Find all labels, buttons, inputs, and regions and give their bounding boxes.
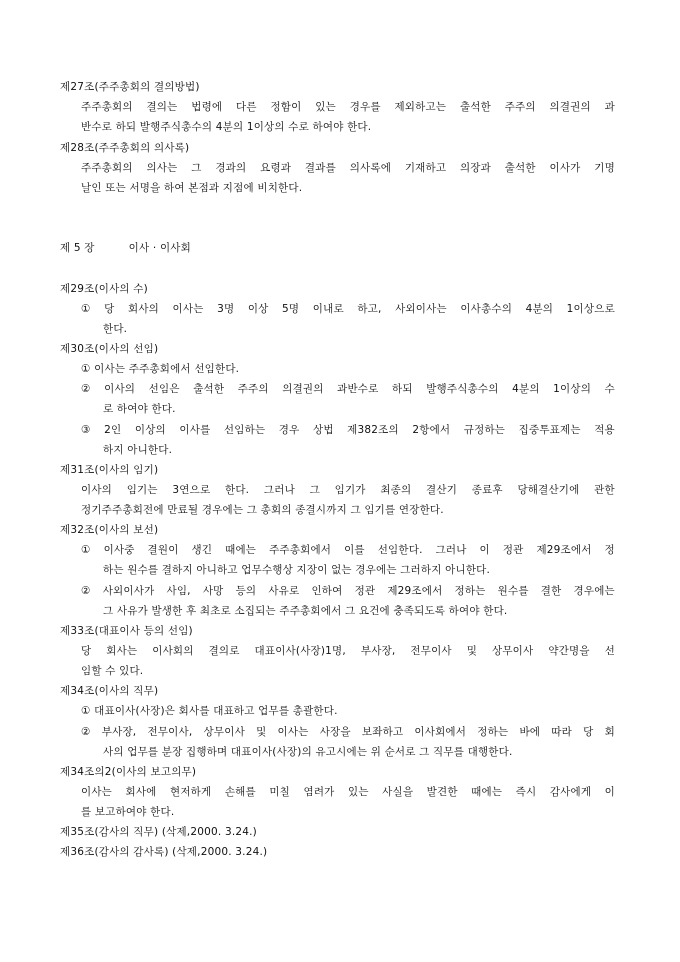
word: 경과의 [215, 162, 247, 174]
word: 그러나 [435, 544, 467, 556]
word: 정하는 [477, 726, 509, 738]
word: 인하여 [311, 585, 343, 597]
article-33-body-line-1 [81, 644, 615, 658]
word: 정 [604, 544, 615, 556]
word: 때에는 [471, 786, 503, 798]
word: 사외이사는 [395, 303, 447, 315]
article-34-2-body-line-2: 를 보고하여야 한다. [81, 806, 175, 818]
word: 3연으로 [172, 484, 211, 496]
word: 의결권의 [549, 101, 591, 113]
word: 선임하는 [223, 424, 266, 436]
word: 바에 [519, 726, 541, 738]
word: 결산기 [426, 484, 458, 496]
word: 이사회의 [152, 645, 194, 657]
word: 원수를 [497, 585, 529, 597]
word: 제29조에서 [536, 544, 592, 556]
word: 사망 [202, 585, 224, 597]
article-33-heading: 제33조(대표이사 등의 선임) [60, 625, 193, 637]
word: 및 [466, 645, 478, 657]
word: 상무이사 [203, 726, 245, 738]
word: 즉시 [515, 786, 537, 798]
word: 5명 [282, 303, 300, 315]
word: 사장을 [319, 726, 351, 738]
article-28-body-line-2: 날인 또는 서명을 하여 본점과 지점에 비치한다. [81, 182, 303, 194]
article-30-heading: 제30조(이사의 선임) [60, 343, 159, 355]
word: 사임, [166, 585, 191, 597]
article-32-para-2-line-2: 그 사유가 발생한 후 최초로 소집되는 주주총회에서 그 요건에 충족되도록 하여야 한다. [103, 605, 508, 617]
word: 그 [191, 162, 202, 174]
word: 출석한 [193, 383, 225, 395]
word: 요령과 [260, 162, 292, 174]
word: 최종의 [380, 484, 412, 496]
word: 1이상의 [553, 383, 592, 395]
word: 법령에 [191, 101, 223, 113]
article-27-body-line-2: 반수로 하되 발행주식총수의 4분의 1이상의 수로 하여야 한다. [81, 121, 372, 133]
word: 이사중 [103, 544, 135, 556]
word: 의사록에 [349, 162, 392, 174]
word: ② [81, 726, 91, 738]
word: 이사는 [172, 303, 204, 315]
word: 2인 [104, 424, 122, 436]
article-33-body-line-2: 임할 수 있다. [81, 665, 144, 677]
word: 및 [256, 726, 267, 738]
word: 있는 [315, 101, 336, 113]
word: 전무이사 [410, 645, 452, 657]
word: 이 [604, 786, 615, 798]
word: 과반수로 [337, 383, 379, 395]
word: 약간명을 [548, 645, 590, 657]
word: 현저하게 [170, 786, 212, 798]
word: 결원이 [147, 544, 179, 556]
article-34-2-body-line-1 [81, 785, 615, 799]
word: 이사의 [81, 484, 113, 496]
word: 이사를 [179, 424, 211, 436]
word: 회사는 [106, 645, 138, 657]
word: 임기는 [126, 484, 158, 496]
article-34-para-2-line-2: 사의 업무를 분장 집행하며 대표이사(사장)의 유고시에는 위 순서로 그 직무를 대행한다. [103, 746, 513, 758]
word: 관한 [594, 484, 615, 496]
word: 생긴 [191, 544, 213, 556]
word: 이상의 [134, 424, 166, 436]
word: 이사는 [81, 786, 113, 798]
article-29-para-1-line-1 [81, 302, 615, 316]
article-32-para-1-line-1 [81, 543, 615, 557]
chapter-heading [60, 241, 191, 255]
word: 적용 [594, 424, 615, 436]
word: 다른 [236, 101, 257, 113]
word: 2항에서 [412, 424, 451, 436]
word: 회사의 [128, 303, 160, 315]
word: 출석한 [504, 162, 536, 174]
article-31-body-line-2: 정기주주총회전에 만료될 경우에는 그 총회의 종결시까지 그 임기를 연장한다. [81, 504, 444, 516]
word: 주주총회의 [81, 101, 133, 113]
word: 그 [309, 484, 320, 496]
article-36-heading: 제36조(감사의 감사록) (삭제,2000. 3.24.) [60, 846, 268, 858]
word: ② [81, 383, 91, 395]
word: 4분의 [512, 383, 540, 395]
word: 정함이 [270, 101, 302, 113]
word: ② [81, 585, 91, 597]
article-30-para-1: ① 이사는 주주총회에서 선임한다. [81, 363, 240, 375]
word: 때에는 [225, 544, 257, 556]
word: 제29조에서 [387, 585, 443, 597]
word: 기재하고 [404, 162, 447, 174]
word: 감사에게 [549, 786, 592, 798]
article-32-para-2-line-1 [81, 584, 615, 598]
word: 주주의 [504, 101, 536, 113]
word: 1이상으로 [566, 303, 615, 315]
word: 부사장, [360, 645, 396, 657]
word: 발견한 [426, 786, 458, 798]
word: 의사는 [146, 162, 178, 174]
word: 염려가 [303, 786, 335, 798]
word: 미칠 [269, 786, 291, 798]
word: 주주총회의 [81, 162, 133, 174]
word: 과 [604, 101, 615, 113]
word: 이내로 [312, 303, 344, 315]
word: 경우를 [349, 101, 381, 113]
article-34-para-2-line-1 [81, 725, 615, 739]
word: 하되 [392, 383, 413, 395]
word: 회사에 [125, 786, 157, 798]
word: 이상 [247, 303, 269, 315]
word: 정관 [354, 585, 376, 597]
article-34-para-1: ① 대표이사(사장)은 회사를 대표하고 업무를 총괄한다. [81, 705, 338, 717]
word: 상법 [312, 424, 334, 436]
article-27-heading: 제27조(주주총회의 결의방법) [60, 81, 200, 93]
word: 수 [604, 383, 615, 395]
word: 이를 [344, 544, 365, 556]
word: 당해결산기에 [517, 484, 580, 496]
word: 정관 [502, 544, 524, 556]
article-28-body-line-1 [81, 161, 615, 175]
word: ① [81, 544, 91, 556]
word: 의장과 [459, 162, 491, 174]
word: 집중투표제는 [518, 424, 581, 436]
article-30-para-2-line-2: 로 하여야 한다. [103, 403, 176, 415]
word: 손해를 [224, 786, 256, 798]
article-30-para-2-line-1 [81, 382, 615, 396]
chapter-number: 제 5 장 [60, 242, 95, 254]
word: 등의 [235, 585, 257, 597]
article-32-para-1-line-2: 하는 원수를 결하지 아니하고 업무수행상 지장이 없는 경우에는 그러하지 아니한다. [103, 564, 491, 576]
word: 사유로 [268, 585, 300, 597]
word: 이사의 [104, 383, 136, 395]
word: 제외하고는 [394, 101, 447, 113]
word: 종료후 [471, 484, 503, 496]
article-31-body-line-1 [81, 483, 615, 497]
article-29-para-1-line-2: 한다. [103, 323, 128, 335]
article-28-heading: 제28조(주주총회의 의사록) [60, 142, 190, 154]
word: 결의는 [146, 101, 178, 113]
article-32-heading: 제32조(이사의 보선) [60, 524, 159, 536]
article-34-2-heading: 제34조의2(이사의 보고의무) [60, 766, 197, 778]
word: 의결권의 [282, 383, 324, 395]
word: 이사총수의 [460, 303, 513, 315]
word: 임기가 [334, 484, 366, 496]
word: 이사는 [277, 726, 309, 738]
article-35-heading: 제35조(감사의 직무) (삭제,2000. 3.24.) [60, 826, 257, 838]
word: 전무이사, [147, 726, 193, 738]
word: 당 [104, 303, 115, 315]
word: 그러나 [263, 484, 295, 496]
chapter-title: 이사 · 이사회 [128, 242, 191, 254]
word: 정하는 [454, 585, 486, 597]
word: 사실을 [382, 786, 414, 798]
word: 따라 [551, 726, 572, 738]
word: ③ [81, 424, 91, 436]
word: 이사회에서 [414, 726, 467, 738]
word: 경우에는 [573, 585, 615, 597]
word: 당 [81, 645, 92, 657]
word: 3명 [217, 303, 235, 315]
word: 기명 [594, 162, 615, 174]
word: 주주총회에서 [269, 544, 332, 556]
word: 선 [604, 645, 615, 657]
word: 제382조의 [347, 424, 399, 436]
word: 결과를 [304, 162, 336, 174]
word: 이 [479, 544, 490, 556]
word: 대표이사(사장)1명, [254, 645, 346, 657]
article-34-heading: 제34조(이사의 직무) [60, 685, 159, 697]
word: 주주의 [237, 383, 269, 395]
article-27-body-line-1 [81, 100, 615, 114]
word: 보좌하고 [361, 726, 404, 738]
word: 있는 [348, 786, 369, 798]
word: 당 [583, 726, 594, 738]
word: 회 [604, 726, 615, 738]
word: 부사장, [101, 726, 137, 738]
article-30-para-3-line-1 [81, 423, 615, 437]
word: 4분의 [525, 303, 554, 315]
word: 한다. [225, 484, 250, 496]
word: ① [81, 303, 91, 315]
word: 선임한다. [377, 544, 423, 556]
word: 이사가 [549, 162, 581, 174]
word: 규정하는 [463, 424, 506, 436]
word: 경우 [278, 424, 300, 436]
word: 결한 [540, 585, 562, 597]
word: 상무이사 [492, 645, 534, 657]
word: 하고, [357, 303, 382, 315]
word: 선임은 [148, 383, 180, 395]
word: 사외이사가 [102, 585, 155, 597]
article-30-para-3-line-2: 하지 아니한다. [103, 444, 173, 456]
article-31-heading: 제31조(이사의 임기) [60, 464, 159, 476]
article-29-heading: 제29조(이사의 수) [60, 283, 148, 295]
word: 출석한 [459, 101, 491, 113]
word: 발행주식총수의 [426, 383, 499, 395]
word: 결의로 [208, 645, 240, 657]
